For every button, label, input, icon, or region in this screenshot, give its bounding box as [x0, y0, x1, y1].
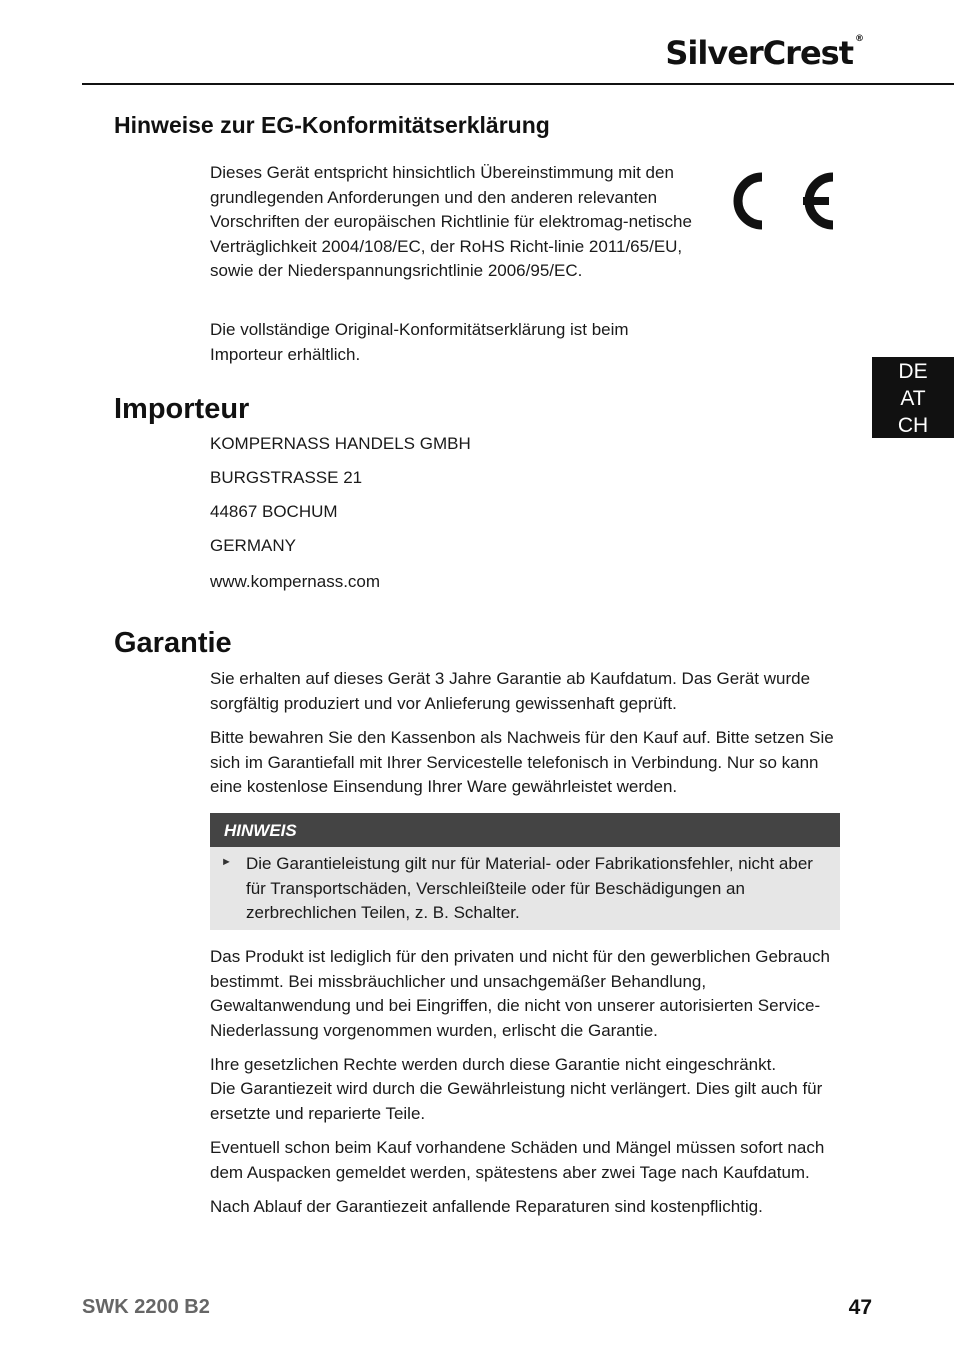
triangle-bullet-icon: ►: [221, 856, 232, 868]
importer-website: www.kompernass.com: [210, 572, 381, 591]
importer-company: KOMPERNASS HANDELS GMBH: [210, 434, 471, 453]
note-text: Die Garantieleistung gilt nur für Material- oder Fabrikationsfehler, nicht aber für Transportschäden, Verschleißteile oder für Beschädigungen an zerbrechlichen Teilen, z. B. Schalter.: [246, 854, 813, 922]
note-header: [210, 813, 840, 847]
warranty-paragraph-4b: Die Garantiezeit wird durch die Gewährleistung nicht verlängert. Dies gilt auch für ersetzte und reparierte Teile.: [210, 1079, 823, 1123]
registered-mark: ®: [855, 34, 863, 44]
language-tab: [872, 357, 954, 438]
footer-model: SWK 2200 B2: [82, 1296, 210, 1318]
warranty-paragraph-2: Bitte bewahren Sie den Kassenbon als Nachweis für den Kauf auf. Bitte setzen Sie sich im Garantiefall mit Ihrer Servicestelle telefonisch in Verbindung. Nur so kann eine kostenlose Einsendung Ihrer Ware gewährleistet werden.: [210, 728, 834, 796]
importer-street: BURGSTRASSE 21: [210, 468, 363, 487]
warranty-paragraph-5: Eventuell schon beim Kauf vorhandene Schäden und Mängel müssen sofort nach dem Auspacken gemeldet werden, spätestens aber zwei Tage nach Kaufdatum.: [210, 1138, 825, 1182]
brand-logo: [665, 34, 863, 72]
lang-de: DE: [898, 360, 928, 383]
lang-ch: CH: [897, 414, 929, 437]
importer-country: GERMANY: [210, 536, 296, 555]
page-number: 47: [848, 1296, 872, 1319]
importer-city: 44867 BOCHUM: [210, 502, 338, 521]
warranty-paragraph-4a: Ihre gesetzlichen Rechte werden durch diese Garantie nicht eingeschränkt.: [210, 1055, 777, 1074]
conformity-paragraph-1: Dieses Gerät entspricht hinsichtlich Übereinstimmung mit den grundlegenden Anforderungen und den anderen relevanten Vorschriften der europäischen Richtlinie für elektromag-netische Verträglichkeit 2004/108/EC, der RoHS Richt-linie 2011/65/EU, sowie der Niederspannungsrichtlinie 2006/95/EC.: [210, 163, 692, 280]
note-box: [210, 847, 840, 930]
conformity-heading: Hinweise zur EG-Konformitätserklärung: [114, 112, 550, 138]
note-label: HINWEIS: [224, 821, 297, 840]
header-rule: [82, 83, 954, 85]
brand-name: SilverCrest: [665, 34, 853, 72]
ce-mark-icon: [731, 166, 839, 236]
lang-at: AT: [900, 387, 926, 410]
warranty-heading: Garantie: [114, 627, 232, 659]
warranty-paragraph-6: Nach Ablauf der Garantiezeit anfallende Reparaturen sind kostenpflichtig.: [210, 1197, 763, 1216]
warranty-paragraph-3: Das Produkt ist lediglich für den privaten und nicht für den gewerblichen Gebrauch bestimmt. Bei missbräuchlicher und unsachgemäßer Behandlung, Gewaltanwendung und bei Eingriffen, die nicht von unserer autorisierten Service-Niederlassung vorgenommen wurden, erlischt die Garantie.: [210, 947, 830, 1040]
importer-heading: Importeur: [114, 393, 250, 425]
conformity-paragraph-2: Die vollständige Original-Konformitätserklärung ist beim Importeur erhältlich.: [210, 320, 629, 364]
warranty-paragraph-1: Sie erhalten auf dieses Gerät 3 Jahre Garantie ab Kaufdatum. Das Gerät wurde sorgfältig produziert und vor Anlieferung gewissenhaft geprüft.: [210, 669, 811, 713]
